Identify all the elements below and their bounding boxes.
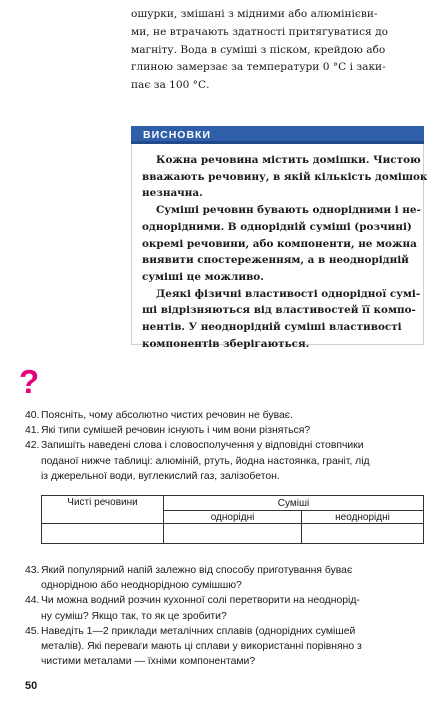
conclusions-text xyxy=(142,152,428,352)
question-text: Чи можна водний розчин кухонної солі перетворити на неоднорід- xyxy=(41,595,360,607)
conclusion-paragraph xyxy=(142,286,420,353)
text-line: Кожна речовина містить домішки. Чистою xyxy=(156,154,421,166)
text-line: вважають речовину, в якій кількість домішок xyxy=(142,170,428,183)
header-pure-substances: Чисті речовини xyxy=(42,496,164,524)
question-42 xyxy=(25,438,429,484)
header-heterogeneous: неоднорідні xyxy=(302,511,424,524)
question-number: 43. xyxy=(25,565,40,576)
question-text: Який популярний напій залежно від способу приготування буває xyxy=(41,565,353,576)
table-header-row xyxy=(42,496,424,511)
answer-cell-heterogeneous[interactable] xyxy=(302,524,424,544)
question-45 xyxy=(25,624,429,670)
text-line: ми, не втрачають здатності притягуватися до xyxy=(131,25,388,38)
conclusion-paragraph xyxy=(142,202,420,286)
text-line: ші відрізняються від властивостей її компо- xyxy=(142,304,416,317)
text-line: ошурки, змішані з мідними або алюмінієви- xyxy=(131,8,378,20)
question-text: ну суміш? Якщо так, то як це зробити? xyxy=(41,610,227,622)
conclusion-paragraph xyxy=(142,152,428,202)
question-text: Наведіть 1—2 приклади металічних сплавів (однорідних сумішей xyxy=(41,625,356,637)
table-row xyxy=(42,524,424,544)
text-line: компонентів зберігаються. xyxy=(142,337,310,350)
text-line: виявити спостереженням, а в неоднорідній xyxy=(142,254,409,267)
page-number: 50 xyxy=(25,680,38,692)
question-number: 42. xyxy=(25,440,40,452)
question-number: 41. xyxy=(25,425,40,437)
question-text: Запишіть наведені слова і словосполучення у відповідні стовпчики xyxy=(41,440,364,452)
text-line: суміші це можливо. xyxy=(142,270,264,283)
text-line: глиною замерзає за температури 0 °С і заки- xyxy=(131,61,386,74)
text-line: пає за 100 °С. xyxy=(131,79,210,92)
question-41 xyxy=(25,423,429,438)
conclusions-heading-bar xyxy=(131,126,424,144)
question-text: Які типи сумішей речовин існують і чим вони різняться? xyxy=(41,425,311,437)
intro-paragraph xyxy=(131,6,425,95)
header-homogeneous: однорідні xyxy=(164,511,302,524)
text-line: Суміші речовин бувають однорідними і не- xyxy=(156,204,421,217)
text-line: однорідними. В однорідній суміші (розчині) xyxy=(142,220,412,233)
question-number: 44. xyxy=(25,595,40,607)
question-43 xyxy=(25,563,429,593)
conclusions-heading: ВИСНОВКИ xyxy=(143,129,212,141)
question-text: із джерельної води, вуглекислий газ, залізобетон. xyxy=(41,470,280,482)
answer-table xyxy=(41,495,424,544)
question-mark-icon: ? xyxy=(19,363,40,400)
text-line: Деякі фізичні властивості однорідної сумі- xyxy=(156,287,421,300)
text-line: незначна. xyxy=(142,187,203,200)
questions-list-continued xyxy=(25,563,429,669)
question-number: 40. xyxy=(25,410,40,421)
question-text: однорідною або неоднорідною сумішшю? xyxy=(41,580,242,592)
question-text: Поясніть, чому абсолютно чистих речовин не буває. xyxy=(41,410,293,421)
answer-cell-pure[interactable] xyxy=(42,524,164,544)
question-40 xyxy=(25,408,429,423)
question-number: 45. xyxy=(25,625,40,637)
text-line: нентів. У неоднорідній суміші властивості xyxy=(142,321,402,334)
questions-list xyxy=(25,408,429,484)
question-44 xyxy=(25,593,429,623)
header-mixtures: Суміші xyxy=(164,496,424,511)
question-text: поданої нижче таблиці: алюміній, ртуть, йодна настоянка, граніт, лід xyxy=(41,455,370,467)
text-line: окремі речовини, або компоненти, не можна xyxy=(142,237,417,250)
question-text: металів). Які переваги мають ці сплави у використанні порівняно з xyxy=(41,641,362,653)
question-text: чистими металами — їхніми компонентами? xyxy=(41,656,256,668)
text-line: магніту. Вода в суміші з піском, крейдою або xyxy=(131,43,386,56)
answer-cell-homogeneous[interactable] xyxy=(164,524,302,544)
